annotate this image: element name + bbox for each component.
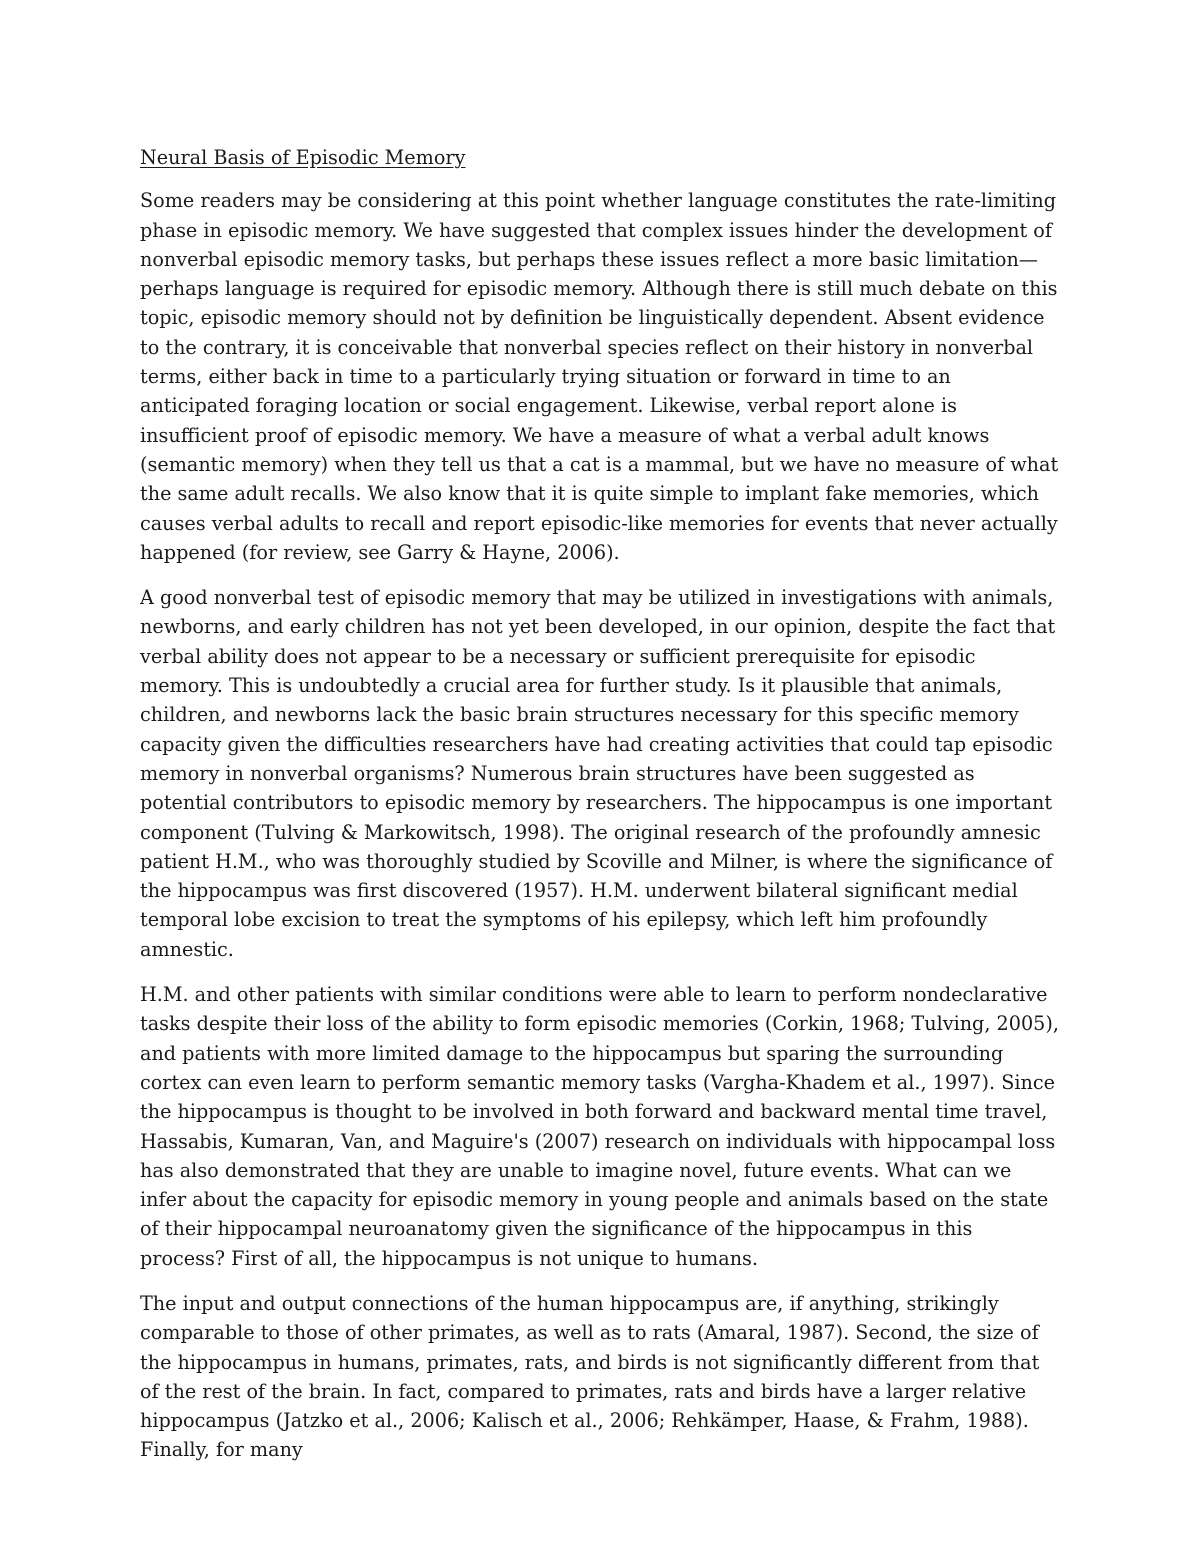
paragraph-2: A good nonverbal test of episodic memory that may be utilized in investigations with animals, newborns, and early children has not yet been developed, in our opinion, despite the fact that verbal ability does not appear to be a necessary or sufficient prerequisite for episodic memory. This is undoubtedly a crucial area for further study. Is it plausible that animals, children, and newborns lack the basic brain structures necessary for this specific memory capacity given the difficulties researchers have had creating activities that could tap episodic memory in nonverbal organisms? Numerous brain structures have been suggested as potential contributors to episodic memory by researchers. The hippocampus is one important component (Tulving & Markowitsch, 1998). The original research of the profoundly amnesic patient H.M., who was thoroughly studied by Scoville and Milner, is where the significance of the hippocampus was first discovered (1957). H.M. underwent bilateral significant medial temporal lobe excision to treat the symptoms of his epilepsy, which left him profoundly amnestic. (140, 586, 1056, 961)
document-title: Neural Basis of Episodic Memory (140, 146, 466, 169)
paragraph-1: Some readers may be considering at this point whether language constitutes the rate-limiting phase in episodic memory. We have suggested that complex issues hinder the development of nonverbal episodic memory tasks, but perhaps these issues reflect a more basic limitation— perhaps language is required for episodic memory. Although there is still much debate on this topic, episodic memory should not by definition be linguistically dependent. Absent evidence to the contrary, it is conceivable that nonverbal species reflect on their history in nonverbal terms, either back in time to a particularly trying situation or forward in time to an anticipated foraging location or social engagement. Likewise, verbal report alone is insufficient proof of episodic memory. We have a measure of what a verbal adult knows (semantic memory) when they tell us that a cat is a mammal, but we have no measure of what the same adult recalls. We also know that it is quite simple to implant fake memories, which causes verbal adults to recall and report episodic-like memories for events that never actually happened (for review, see Garry & Hayne, 2006). (140, 189, 1059, 564)
paragraph-4: The input and output connections of the human hippocampus are, if anything, strikingly comparable to those of other primates, as well as to rats (Amaral, 1987). Second, the size of the hippocampus in humans, primates, rats, and birds is not significantly different from that of the rest of the brain. In fact, compared to primates, rats and birds have a larger relative hippocampus (Jatzko et al., 2006; Kalisch et al., 2006; Rehkämper, Haase, & Frahm, 1988). Finally, for many (140, 1291, 1040, 1462)
document-body (140, 143, 1060, 1481)
paragraph-3: H.M. and other patients with similar conditions were able to learn to perform nondeclarative tasks despite their loss of the ability to form episodic memories (Corkin, 1968; Tulving, 2005), and patients with more limited damage to the hippocampus but sparing the surrounding cortex can even learn to perform semantic memory tasks (Vargha-Khadem et al., 1997). Since the hippocampus is thought to be involved in both forward and backward mental time travel, Hassabis, Kumaran, Van, and Maguire's (2007) research on individuals with hippocampal loss has also demonstrated that they are unable to imagine novel, future events. What can we infer about the capacity for episodic memory in young people and animals based on the state of their hippocampal neuroanatomy given the significance of the hippocampus in this process? First of all, the hippocampus is not unique to humans. (140, 983, 1059, 1270)
